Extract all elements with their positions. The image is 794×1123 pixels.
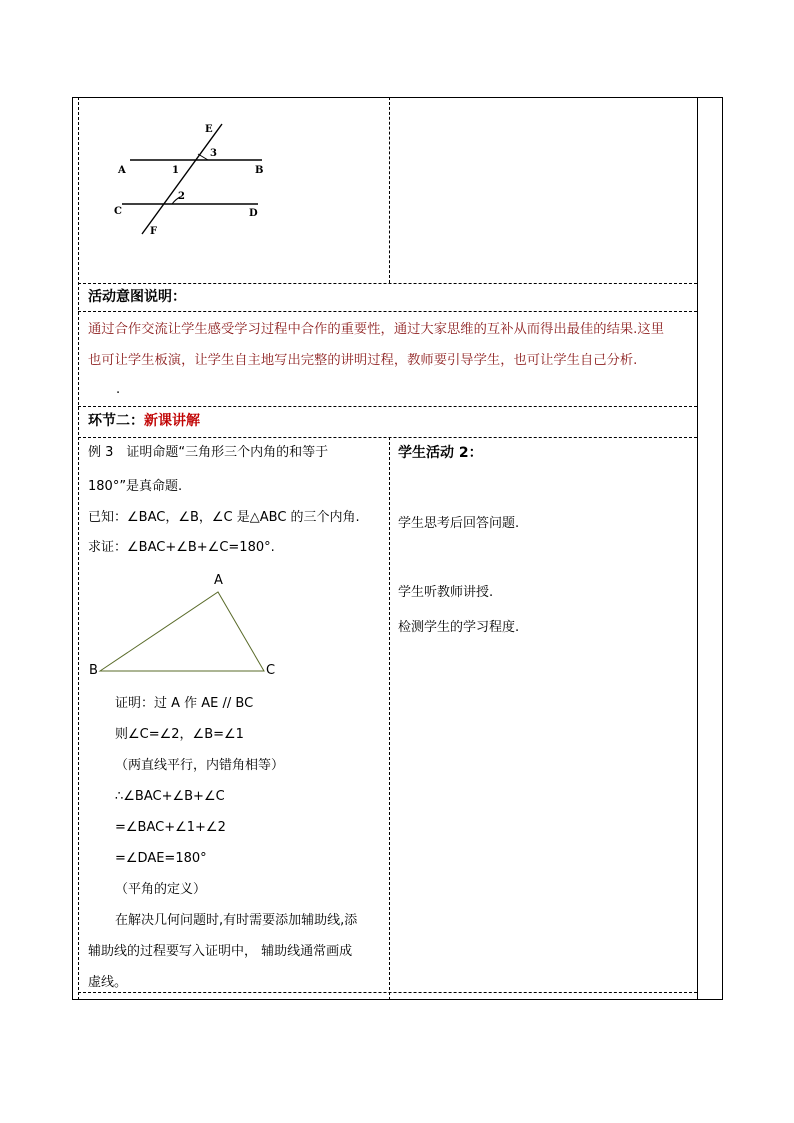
label-d: D: [249, 208, 258, 219]
triangle-label-b: B: [89, 663, 98, 678]
label-1: 1: [172, 165, 179, 176]
row-divider-4: [78, 437, 697, 438]
column-divider-bottom: [389, 437, 390, 1000]
label-b: B: [255, 165, 264, 176]
row-divider-2: [78, 311, 697, 312]
angle-3-arc: [198, 154, 208, 160]
label-2: 2: [178, 191, 185, 202]
row-divider-3: [78, 406, 697, 407]
note-line-2: 辅助线的过程要写入证明中， 辅助线通常画成: [88, 944, 353, 959]
column-divider-top: [389, 97, 390, 283]
section-header: [88, 413, 200, 429]
proof-line-6: =∠DAE=180°: [115, 851, 207, 866]
triangle-label-a: A: [214, 573, 223, 588]
proof-line-4: ∴∠BAC+∠B+∠C: [115, 789, 225, 804]
proof-line-2: 则∠C=∠2，∠B=∠1: [115, 727, 244, 742]
row-divider-5: [78, 992, 697, 993]
line-ef: [142, 124, 222, 234]
student-activity-title: 学生活动 2：: [398, 445, 483, 461]
proof-line-1: 证明：过 A 作 AE // BC: [115, 696, 254, 711]
purpose-title: 活动意图说明：: [88, 289, 186, 305]
note-line-3: 虚线。: [88, 975, 128, 990]
example-line-1: 例 3 证明命题“三角形三个内角的和等于: [88, 445, 329, 460]
section-title: 新课讲解: [144, 413, 200, 429]
triangle-label-c: C: [266, 663, 276, 678]
left-inner-line: [78, 97, 79, 1000]
student-item-1: 学生思考后回答问题.: [398, 516, 520, 531]
right-margin-line: [697, 97, 698, 1000]
label-a: A: [118, 165, 126, 176]
label-f: F: [150, 226, 158, 237]
purpose-dot: .: [116, 382, 121, 397]
section-prefix: 环节二：: [88, 413, 144, 429]
example-given: 已知：∠BAC，∠B，∠C 是△ABC 的三个内角.: [88, 510, 360, 525]
proof-line-3: （两直线平行，内错角相等）: [115, 758, 285, 773]
triangle-abc: [100, 592, 264, 671]
label-e: E: [205, 124, 213, 135]
note-line-1: 在解决几何问题时,有时需要添加辅助线,添: [115, 913, 358, 928]
label-3: 3: [210, 148, 217, 159]
label-c: C: [114, 206, 122, 217]
student-item-2: 学生听教师讲授.: [398, 585, 494, 600]
purpose-line-1: 通过合作交流让学生感受学习过程中合作的重要性，通过大家思维的互补从而得出最佳的结果.这里: [88, 322, 664, 337]
student-item-3: 检测学生的学习程度.: [398, 620, 520, 635]
proof-line-5: =∠BAC+∠1+∠2: [115, 820, 226, 835]
row-divider-1: [78, 283, 697, 284]
example-prove: 求证：∠BAC+∠B+∠C=180°.: [88, 540, 275, 555]
example-line-2: 180°”是真命题.: [88, 479, 183, 494]
purpose-line-2: 也可让学生板演，让学生自主地写出完整的讲明过程，教师要引导学生，也可让学生自己分析.: [88, 353, 638, 368]
triangle-figure: [86, 570, 286, 680]
parallel-lines-figure: [110, 118, 280, 243]
proof-line-7: （平角的定义）: [115, 882, 207, 897]
